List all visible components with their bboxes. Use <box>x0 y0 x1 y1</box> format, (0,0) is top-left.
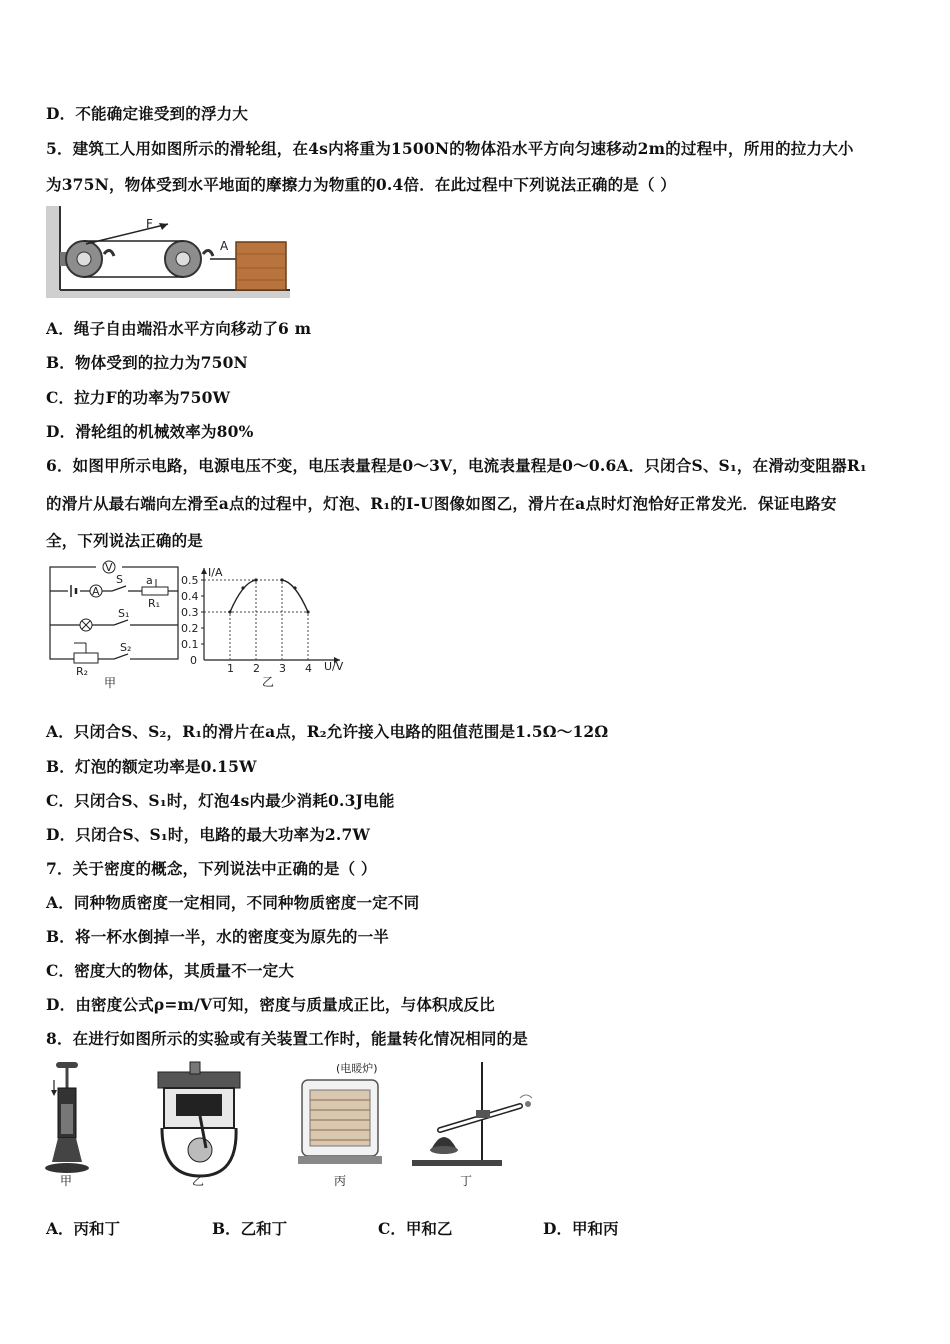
q6-iu-graph <box>180 562 352 690</box>
data-point <box>306 610 309 613</box>
series-line-0 <box>230 580 256 612</box>
q6-stem-line3: 全，下列说法正确的是 <box>46 531 204 550</box>
y-tick-label: 0.4 <box>181 590 199 603</box>
data-point <box>241 586 244 589</box>
q7-option-b: B．将一杯水倒掉一半，水的密度变为原先的一半 <box>46 927 390 946</box>
svg-text:a: a <box>146 574 153 587</box>
y-tick-label: 0.2 <box>181 622 199 635</box>
q8-option-c: C．甲和乙 <box>378 1219 453 1238</box>
data-point <box>293 586 296 589</box>
fig8-ding <box>412 1062 532 1188</box>
q8-figure <box>40 1058 540 1192</box>
graph-caption: 乙 <box>262 675 275 689</box>
rheostat-r2 <box>74 653 98 663</box>
fig8-yi <box>158 1062 240 1188</box>
x-tick-label: 3 <box>279 662 286 675</box>
wall <box>46 206 60 296</box>
svg-text:S₂: S₂ <box>120 641 132 654</box>
y-tick-label: 0.3 <box>181 606 199 619</box>
rheostat-r1 <box>142 587 168 595</box>
svg-text:R₁: R₁ <box>148 597 161 610</box>
q8-option-d: D．甲和丙 <box>543 1219 619 1238</box>
series-line-1 <box>282 580 308 612</box>
y-tick-label: 0.5 <box>181 574 199 587</box>
block <box>236 242 286 290</box>
q7-option-c: C．密度大的物体，其质量不一定大 <box>46 961 295 980</box>
x-tick-label: 1 <box>227 662 234 675</box>
q7-option-a: A．同种物质密度一定相同，不同种物质密度一定不同 <box>46 893 420 912</box>
q5-stem-line2: 为375N，物体受到水平地面的摩擦力为物重的0.4倍．在此过程中下列说法正确的是（ ） <box>46 175 676 194</box>
fig8-jia <box>45 1062 89 1188</box>
y-axis-label: I/A <box>208 566 223 579</box>
svg-text:甲: 甲 <box>60 1174 73 1188</box>
svg-text:V: V <box>105 561 113 574</box>
y-tick-label: 0.1 <box>181 638 199 651</box>
heater-label: (电暖炉) <box>336 1062 378 1075</box>
svg-text:S: S <box>116 573 123 586</box>
svg-text:乙: 乙 <box>192 1174 205 1188</box>
circuit-caption: 甲 <box>104 676 117 689</box>
q4-option-d: D．不能确定谁受到的浮力大 <box>46 104 249 123</box>
q6-circuit-figure <box>46 557 182 689</box>
q7-option-d: D．由密度公式ρ=m/V可知，密度与质量成正比，与体积成反比 <box>46 995 495 1014</box>
data-point <box>280 578 283 581</box>
x-axis-label: U/V <box>324 660 344 673</box>
q6-stem-line2: 的滑片从最右端向左滑至a点的过程中，灯泡、R₁的I-U图像如图乙，滑片在a点时灯泡恰好正常发光．保证电路安 <box>46 494 837 513</box>
q6-option-a: A．只闭合S、S₂，R₁的滑片在a点，R₂允许接入电路的阻值范围是1.5Ω～12Ω <box>46 722 609 741</box>
q5-option-d: D．滑轮组的机械效率为80% <box>46 422 254 441</box>
x-tick-label: 0 <box>190 654 197 667</box>
q8-stem: 8．在进行如图所示的实验或有关装置工作时，能量转化情况相同的是 <box>46 1029 528 1048</box>
q5-option-b: B．物体受到的拉力为750N <box>46 353 248 372</box>
svg-text:丁: 丁 <box>460 1174 473 1188</box>
x-tick-label: 2 <box>253 662 260 675</box>
q6-option-d: D．只闭合S、S₁时，电路的最大功率为2.7W <box>46 825 371 844</box>
q5-option-c: C．拉力F的功率为750W <box>46 388 231 407</box>
svg-text:丙: 丙 <box>334 1174 347 1188</box>
q6-option-c: C．只闭合S、S₁时，灯泡4s内最少消耗0.3J电能 <box>46 791 395 810</box>
q8-option-b: B．乙和丁 <box>212 1219 288 1238</box>
q5-pulley-figure <box>46 206 290 298</box>
x-tick-label: 4 <box>305 662 312 675</box>
data-point <box>228 610 231 613</box>
q5-stem-line1: 5．建筑工人用如图所示的滑轮组，在4s内将重为1500N的物体沿水平方向匀速移动2m的过程中，所用的拉力大小 <box>46 139 854 158</box>
point-a-label: A <box>220 239 229 253</box>
fig8-bing <box>298 1061 382 1188</box>
data-point <box>254 578 257 581</box>
q5-option-a: A．绳子自由端沿水平方向移动了6 m <box>46 319 312 338</box>
svg-text:A: A <box>92 585 100 598</box>
q6-option-b: B．灯泡的额定功率是0.15W <box>46 757 257 776</box>
q6-stem-line1: 6．如图甲所示电路，电源电压不变，电压表量程是0～3V，电流表量程是0～0.6A．只闭合S、S₁，在滑动变阻器R₁ <box>46 456 867 475</box>
floor <box>46 290 290 298</box>
force-label: F <box>146 217 153 231</box>
q7-stem: 7．关于密度的概念，下列说法中正确的是（ ） <box>46 859 377 878</box>
iu-chart-svg <box>180 562 352 690</box>
svg-text:S₁: S₁ <box>118 607 130 620</box>
svg-text:R₂: R₂ <box>76 665 89 678</box>
q8-option-a: A．丙和丁 <box>46 1219 121 1238</box>
